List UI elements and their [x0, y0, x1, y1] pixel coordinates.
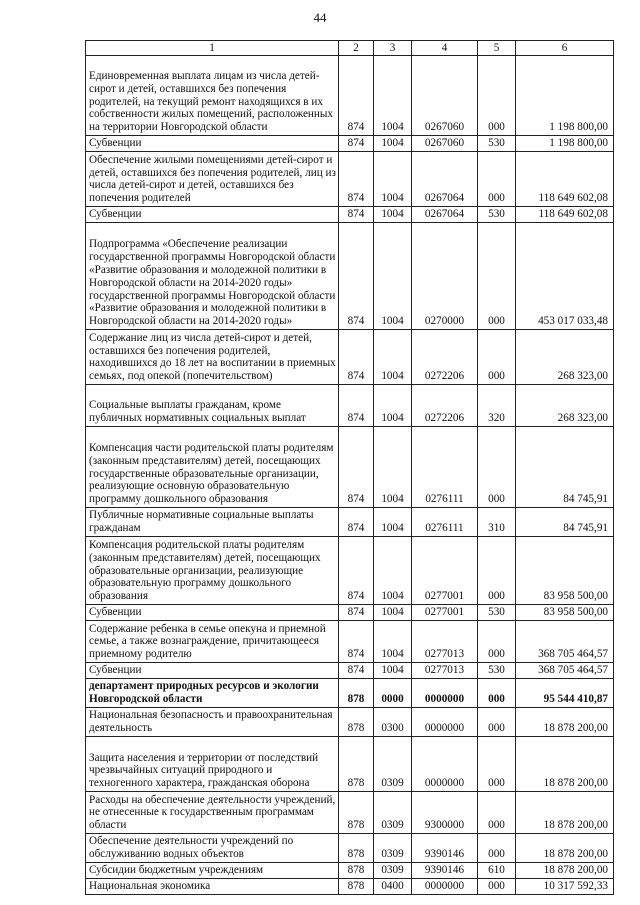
row-name-cell: Обеспечение деятельности учреждений по обслуживанию водных объектов [86, 834, 339, 863]
table-row [86, 621, 614, 663]
table-row [86, 605, 614, 621]
row-name-cell: департамент природных ресурсов и экологии Новгородской области [86, 679, 339, 708]
row-name-cell: Защита населения и территории от последствий чрезвычайных ситуаций природного и техногенного характера, гражданская оборона [86, 737, 339, 792]
amount-cell: 95 544 410,87 [516, 679, 614, 708]
amount-cell: 18 878 200,00 [516, 737, 614, 792]
section-code-cell: 0309 [374, 792, 412, 834]
ministry-code-cell: 878 [339, 708, 374, 737]
amount-cell: 18 878 200,00 [516, 708, 614, 737]
table-row [86, 152, 614, 207]
amount-cell: 268 323,00 [516, 330, 614, 385]
row-name-cell: Субсидии бюджетным учреждениям [86, 863, 339, 879]
amount-cell: 10 317 592,33 [516, 879, 614, 895]
ministry-code-cell: 874 [339, 385, 374, 427]
page-number: 44 [313, 10, 327, 25]
column-header: 2 [339, 41, 374, 56]
section-code-cell: 1004 [374, 427, 412, 508]
expense-type-cell: 530 [478, 136, 516, 152]
row-name-cell: Национальная экономика [86, 879, 339, 895]
target-code-cell: 0276111 [412, 427, 478, 508]
budget-table [85, 40, 614, 895]
target-code-cell: 0272206 [412, 385, 478, 427]
amount-cell: 83 958 500,00 [516, 537, 614, 605]
amount-cell: 18 878 200,00 [516, 863, 614, 879]
target-code-cell: 0267064 [412, 152, 478, 207]
row-name-cell: Субвенции [86, 663, 339, 679]
table-row [86, 792, 614, 834]
amount-cell: 118 649 602,08 [516, 207, 614, 223]
column-header: 1 [86, 41, 339, 56]
target-code-cell: 0267060 [412, 136, 478, 152]
row-name-cell: Публичные нормативные социальные выплаты гражданам [86, 508, 339, 537]
row-name-cell: Обеспечение жилыми помещениями детей-сирот и детей, оставшихся без попечения родителей, лиц из числа детей-сирот и детей, оставшихся без попечения родителей [86, 152, 339, 207]
row-name-cell: Компенсация части родительской платы родителям (законным представителям) детей, посещающих государственные образовательные организации, реализующие основную образовательную программу дошкольного образования [86, 427, 339, 508]
section-code-cell: 1004 [374, 56, 412, 136]
table-row [86, 708, 614, 737]
ministry-code-cell: 874 [339, 330, 374, 385]
ministry-code-cell: 874 [339, 56, 374, 136]
ministry-code-cell: 874 [339, 152, 374, 207]
section-code-cell: 0300 [374, 708, 412, 737]
table-row [86, 863, 614, 879]
ministry-code-cell: 874 [339, 136, 374, 152]
row-name-cell: Национальная безопасность и правоохранительная деятельность [86, 708, 339, 737]
expense-type-cell: 000 [478, 537, 516, 605]
amount-cell: 118 649 602,08 [516, 152, 614, 207]
table-row [86, 508, 614, 537]
expense-type-cell: 320 [478, 385, 516, 427]
section-code-cell: 0309 [374, 834, 412, 863]
expense-type-cell: 530 [478, 605, 516, 621]
table-row [86, 330, 614, 385]
expense-type-cell: 000 [478, 152, 516, 207]
table-row [86, 834, 614, 863]
target-code-cell: 0277001 [412, 537, 478, 605]
target-code-cell: 9300000 [412, 792, 478, 834]
row-name-cell: Содержание лиц из числа детей-сирот и детей, оставшихся без попечения родителей, находившихся до 18 лет на воспитании в приемных семьях, под опекой (попечительством) [86, 330, 339, 385]
column-header: 4 [412, 41, 478, 56]
section-code-cell: 0000 [374, 679, 412, 708]
table-row [86, 679, 614, 708]
amount-cell: 453 017 033,48 [516, 223, 614, 330]
amount-cell: 83 958 500,00 [516, 605, 614, 621]
section-code-cell: 1004 [374, 605, 412, 621]
expense-type-cell: 000 [478, 56, 516, 136]
ministry-code-cell: 878 [339, 792, 374, 834]
target-code-cell: 0000000 [412, 708, 478, 737]
table-row [86, 879, 614, 895]
row-name-cell: Подпрограмма «Обеспечение реализации государственной программы Новгородской области «Развитие образования и молодежной политики в Новгородской области на 2014-2020 годы» государственной программы Новгородской области «Развитие образования и молодежной политики в Новгородской области на 2014-2020 годы» [86, 223, 339, 330]
amount-cell: 268 323,00 [516, 385, 614, 427]
column-header: 5 [478, 41, 516, 56]
ministry-code-cell: 878 [339, 834, 374, 863]
amount-cell: 84 745,91 [516, 508, 614, 537]
row-name-cell: Социальные выплаты гражданам, кроме публичных нормативных социальных выплат [86, 385, 339, 427]
table-row [86, 56, 614, 136]
ministry-code-cell: 874 [339, 223, 374, 330]
column-header: 3 [374, 41, 412, 56]
amount-cell: 368 705 464,57 [516, 621, 614, 663]
expense-type-cell: 000 [478, 737, 516, 792]
expense-type-cell: 310 [478, 508, 516, 537]
table-row [86, 427, 614, 508]
amount-cell: 18 878 200,00 [516, 792, 614, 834]
target-code-cell: 0267060 [412, 56, 478, 136]
target-code-cell: 0277001 [412, 605, 478, 621]
expense-type-cell: 530 [478, 207, 516, 223]
target-code-cell: 0272206 [412, 330, 478, 385]
target-code-cell: 0277013 [412, 621, 478, 663]
amount-cell: 18 878 200,00 [516, 834, 614, 863]
amount-cell: 1 198 800,00 [516, 56, 614, 136]
amount-cell: 84 745,91 [516, 427, 614, 508]
table-row [86, 385, 614, 427]
amount-cell: 368 705 464,57 [516, 663, 614, 679]
row-name-cell: Субвенции [86, 136, 339, 152]
ministry-code-cell: 878 [339, 679, 374, 708]
ministry-code-cell: 874 [339, 508, 374, 537]
target-code-cell: 0267064 [412, 207, 478, 223]
expense-type-cell: 000 [478, 330, 516, 385]
target-code-cell: 0000000 [412, 737, 478, 792]
table-row [86, 737, 614, 792]
expense-type-cell: 000 [478, 708, 516, 737]
row-name-cell: Субвенции [86, 207, 339, 223]
row-name-cell: Единовременная выплата лицам из числа детей-сирот и детей, оставшихся без попечения родителей, на текущий ремонт находящихся в их собственности жилых помещений, расположенных на территории Новгородской области [86, 56, 339, 136]
table-row [86, 207, 614, 223]
ministry-code-cell: 874 [339, 621, 374, 663]
ministry-code-cell: 878 [339, 863, 374, 879]
target-code-cell: 0277013 [412, 663, 478, 679]
section-code-cell: 1004 [374, 223, 412, 330]
target-code-cell: 0000000 [412, 679, 478, 708]
ministry-code-cell: 874 [339, 427, 374, 508]
ministry-code-cell: 878 [339, 879, 374, 895]
expense-type-cell: 000 [478, 792, 516, 834]
section-code-cell: 1004 [374, 508, 412, 537]
target-code-cell: 9390146 [412, 834, 478, 863]
expense-type-cell: 000 [478, 621, 516, 663]
target-code-cell: 0276111 [412, 508, 478, 537]
expense-type-cell: 000 [478, 223, 516, 330]
expense-type-cell: 000 [478, 834, 516, 863]
section-code-cell: 1004 [374, 621, 412, 663]
section-code-cell: 0309 [374, 737, 412, 792]
expense-type-cell: 530 [478, 663, 516, 679]
ministry-code-cell: 874 [339, 663, 374, 679]
ministry-code-cell: 878 [339, 737, 374, 792]
column-header: 6 [516, 41, 614, 56]
table-row [86, 663, 614, 679]
section-code-cell: 1004 [374, 663, 412, 679]
section-code-cell: 0400 [374, 879, 412, 895]
ministry-code-cell: 874 [339, 207, 374, 223]
row-name-cell: Компенсация родительской платы родителям (законным представителям) детей, посещающих образовательные организации, реализующие образовательную программу дошкольного образования [86, 537, 339, 605]
target-code-cell: 9390146 [412, 863, 478, 879]
section-code-cell: 1004 [374, 136, 412, 152]
row-name-cell: Содержание ребенка в семье опекуна и приемной семье, а также вознаграждение, причитающееся приемному родителю [86, 621, 339, 663]
expense-type-cell: 000 [478, 427, 516, 508]
ministry-code-cell: 874 [339, 605, 374, 621]
row-name-cell: Расходы на обеспечение деятельности учреждений, не отнесенные к государственным программам области [86, 792, 339, 834]
ministry-code-cell: 874 [339, 537, 374, 605]
table-row [86, 136, 614, 152]
expense-type-cell: 610 [478, 863, 516, 879]
section-code-cell: 0309 [374, 863, 412, 879]
amount-cell: 1 198 800,00 [516, 136, 614, 152]
table-row [86, 537, 614, 605]
row-name-cell: Субвенции [86, 605, 339, 621]
table-header-row [86, 41, 614, 56]
expense-type-cell: 000 [478, 879, 516, 895]
table-row [86, 223, 614, 330]
section-code-cell: 1004 [374, 385, 412, 427]
section-code-cell: 1004 [374, 207, 412, 223]
section-code-cell: 1004 [374, 330, 412, 385]
section-code-cell: 1004 [374, 152, 412, 207]
section-code-cell: 1004 [374, 537, 412, 605]
target-code-cell: 0000000 [412, 879, 478, 895]
expense-type-cell: 000 [478, 679, 516, 708]
target-code-cell: 0270000 [412, 223, 478, 330]
